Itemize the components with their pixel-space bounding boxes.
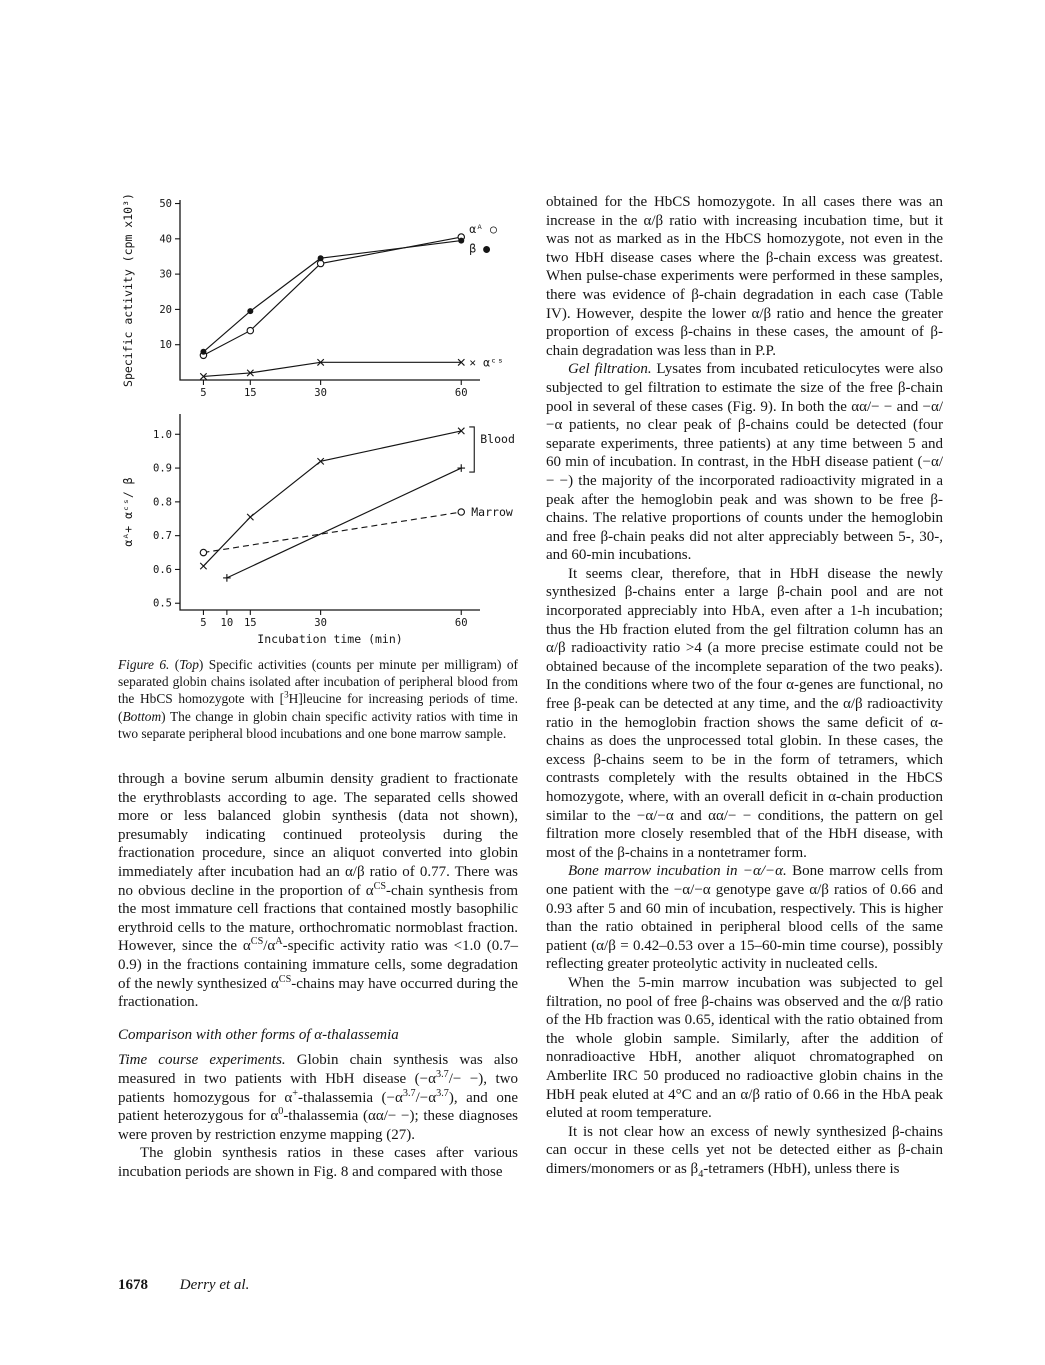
- svg-text:5: 5: [200, 617, 207, 629]
- figure6-caption: Figure 6. (Top) Specific activities (counts per minute per milligram) of separated globin chains isolated after incubation of peripheral blood from the HbCS homozygote with [$^3$H]leucine for increasing periods of time. (Bottom) The change in globin chain specific activity ratios with time in two separate peripheral blood incubations and one bone marrow sample.: [118, 657, 519, 741]
- svg-text:× αᶜˢ: × αᶜˢ: [469, 355, 504, 370]
- svg-text:5: 5: [200, 387, 207, 399]
- svg-text:0.7: 0.7: [153, 530, 172, 543]
- paragraph: through a bovine serum albumin density gradient to fractionate the erythroblasts according to age. The separated cells showed more or less balanced globin synthesis (data not shown), presumably indicating continued proteolysis during the fractionation procedure, since an aliquot converted into globin immediately after incubation had an α/β ratio of 0.77. There was no obvious decline in the proportion of $\alpha^{CS}$-chain synthesis from the most immature cell fractions that contained mostly basophilic erythroid cells to the mature, orthochromatic normoblast fraction. However, since the $\alpha^{CS}/\alpha^A$-specific activity ratio was <1.0 (0.7–0.9) in the fractions containing immature cells, some degradation of the newly synthesized $\alpha^{CS}$-chains may have occurred during the fractionation.: [118, 771, 518, 1011]
- svg-text:20: 20: [159, 303, 172, 316]
- svg-text:Blood: Blood: [480, 431, 515, 446]
- svg-text:60: 60: [454, 617, 468, 629]
- paragraph: The globin synthesis ratios in these cases after various incubation periods are shown in Fig. 8 and compared with those: [118, 1145, 518, 1180]
- svg-text:15: 15: [243, 617, 257, 629]
- paragraph: Bone marrow incubation in −α/−α. Bone marrow cells from one patient with the −α/−α genotype gave α/β ratios of 0.66 and 0.93 after 5 and 60 min of incubation, respectively. This is higher than the ratio obtained in peripheral blood cells of the same patient (α/β = 0.42–0.53 over a 15–60-min time course), possibly reflecting greater proteolytic activity in nucleated cells.: [546, 863, 943, 973]
- figure-6: [118, 190, 518, 742]
- page-footer: [118, 1277, 249, 1294]
- svg-text:30: 30: [314, 617, 327, 629]
- svg-text:β ●: β ●: [469, 241, 491, 256]
- running-authors: Derry et al.: [179, 1277, 250, 1293]
- paragraph: obtained for the HbCS homozygote. In all cases there was an increase in the α/β ratio with increasing incubation time, but it was not as marked as in the HbCS homozygote, not even in the two HbH disease cases where the β-chain excess was greatest. When pulse-chase experiments were performed in these samples, there was evidence of β-chain degradation in each case (Table IV). However, despite the lower α/β ratio and hence the greater proportion of excess β-chains in these cases, the amount of β-chain degradation was less than in P.P.: [546, 194, 943, 359]
- svg-text:0.8: 0.8: [153, 496, 172, 509]
- svg-text:Incubation time (min): Incubation time (min): [257, 632, 403, 646]
- figure6-bottom-chart: [118, 402, 526, 650]
- svg-text:30: 30: [159, 268, 172, 281]
- svg-text:αᴬ ○: αᴬ ○: [469, 222, 497, 237]
- left-column-text: [118, 770, 518, 1181]
- svg-text:40: 40: [159, 233, 172, 246]
- svg-text:15: 15: [243, 387, 257, 399]
- svg-text:50: 50: [159, 198, 172, 211]
- page-number: 1678: [118, 1277, 148, 1293]
- svg-text:30: 30: [314, 387, 327, 399]
- svg-text:0.5: 0.5: [153, 597, 172, 610]
- svg-text:1.0: 1.0: [153, 428, 172, 441]
- section-heading: Comparison with other forms of α-thalassemia: [118, 1026, 399, 1043]
- paragraph: When the 5-min marrow incubation was subjected to gel filtration, no pool of free β-chains was observed and the α/β ratio of the Hb fraction was 0.65, identical with the ratio obtained from the whole globin sample. Similarly, after the addition of nonradioactive HbH, another aliquot chromatographed on Amberlite IRC 50 produced no radioactive globin chains in the HbH peak eluted at 4°C and an α/β ratio of 0.66 in the HbA peak eluted at room temperature.: [546, 974, 943, 1122]
- svg-text:αᴬ+ αᶜˢ/ β: αᴬ+ αᶜˢ/ β: [121, 477, 135, 547]
- paragraph: It is not clear how an excess of newly synthesized β-chains can occur in these cells yet not be detected either as β-chain dimers/monomers or as $\beta_4$-tetramers (HbH), unless there is: [546, 1123, 943, 1180]
- svg-text:Specific activity (cpm x10³): Specific activity (cpm x10³): [121, 193, 135, 387]
- left-column: [118, 190, 518, 1181]
- paragraph: Time course experiments. Globin chain synthesis was also measured in two patients with HbH disease ($-\alpha^{3.7}/-$ −), two patients homozygous for α+-thalassemia $(-\alpha^{3.7}/-\alpha^{3.7})$, and one patient heterozygous for $\alpha^0$-thalassemia (αα/− −); these diagnoses were proven by restriction enzyme mapping (27).: [118, 1052, 518, 1143]
- paragraph: It seems clear, therefore, that in HbH disease the newly synthesized β-chains enter a large β-chain pool and are not incorporated appreciably into HbA, even after a 1-h incubation; thus the Hb fraction eluted from the gel filtration column has an α/β radioactivity ratio >4 (a more precise estimate could not be obtained because of the incomplete separation of the two peaks). In the conditions where two of the four α-genes are functional, no free β-peak can be detected at any time, and the α/β radioactivity ratio in the hemoglobin fraction shows the same deficit of α-chains as does the unprocessed total globin. In these cases, the excess β-chains seem to be in the form of tetramers, which contrasts completely with the results obtained in the HbCS homozygote, where, with an overall deficit in α-chain production similar to the −α/−α and αα/− − conditions, the pattern on gel filtration more closely resembled that of the HbH disease, with most of the β-chains in a nontetramer form.: [546, 565, 943, 861]
- svg-text:60: 60: [454, 387, 468, 399]
- svg-text:10: 10: [159, 339, 172, 352]
- paragraph: Gel filtration. Lysates from incubated reticulocytes were also subjected to gel filtration to estimate the size of the free β-chain pool in several of these cases (Fig. 9). In both the αα/− − and −α/−α patients, no clear peak of β-chains could be detected (four separate experiments, three patients) at any time between 5 and 60 min of incubation. In contrast, in the HbH disease patient (−α/− −) the majority of the incorporated radioactivity migrated in a peak after the hemoglobin peak and was shown to be free β-chains. The relative proportions of counts under the hemoglobin and free β-chain peaks did not alter appreciably between 5-, 30-, and 60-min incubations.: [546, 361, 944, 564]
- figure6-top-chart: [118, 190, 526, 402]
- right-column: [546, 193, 943, 1178]
- svg-text:Marrow: Marrow: [471, 505, 513, 519]
- svg-text:0.6: 0.6: [153, 563, 172, 576]
- svg-text:10: 10: [220, 617, 234, 629]
- svg-text:0.9: 0.9: [153, 462, 172, 475]
